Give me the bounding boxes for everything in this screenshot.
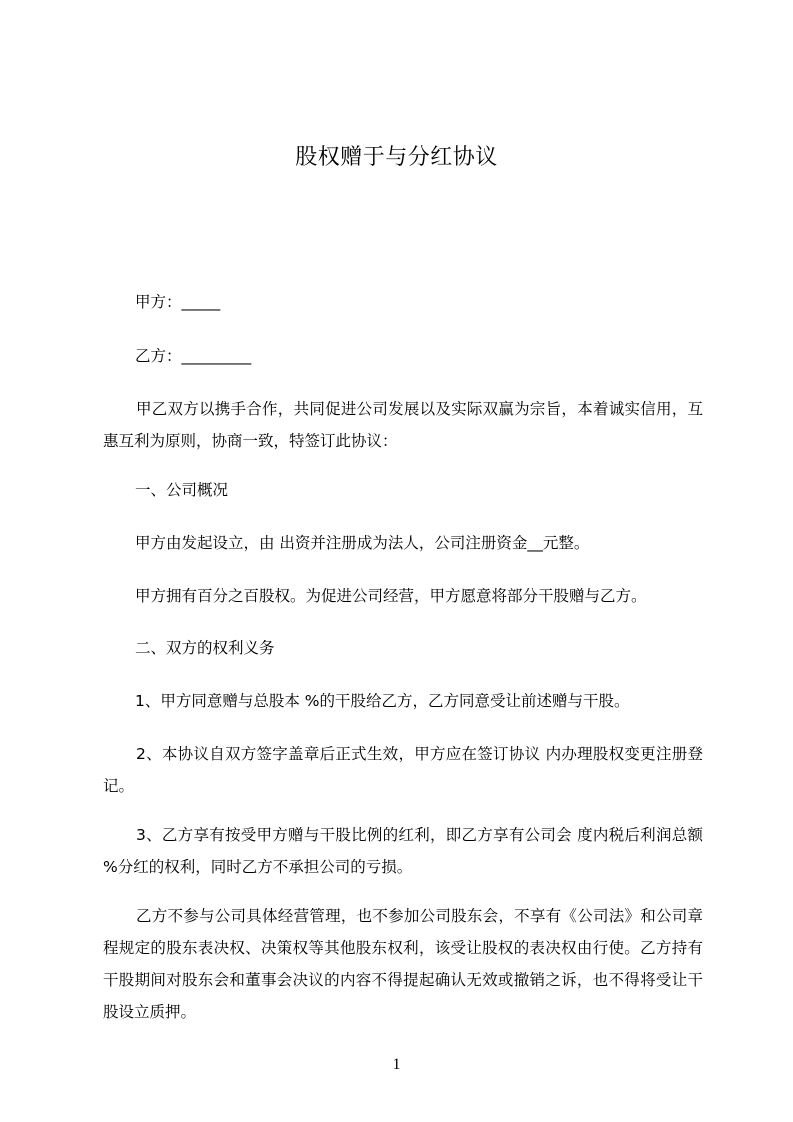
intro-paragraph: 甲乙双方以携手合作，共同促进公司发展以及实际双赢为宗旨，本着诚实信用，互惠互利为原则，协商一致，特签订此协议： [103,400,703,450]
section-1-paragraph-2: 甲方拥有百分之百股权。为促进公司经营，甲方愿意将部分干股赠与乙方。 [135,587,647,605]
section-1-heading: 一、公司概况 [135,481,229,499]
clause-3: 3、乙方享有按受甲方赠与干股比例的红利，即乙方享有公司会 度内税后利润总额 %分红的权利，同时乙方不承担公司的亏损。 [103,826,703,876]
clause-1: 1、甲方同意赠与总股本 %的干股给乙方，乙方同意受让前述赠与干股。 [135,692,630,710]
section-2-heading: 二、双方的权利义务 [135,639,275,657]
page-number: 1 [392,1056,401,1073]
section-1-paragraph-1: 甲方由发起设立，由 出资并注册成为法人，公司注册资金__元整。 [135,534,590,552]
party-a-line: 甲方：_____ [135,293,221,311]
document-title: 股权赠于与分红协议 [295,145,498,170]
clause-2: 2、本协议自双方签字盖章后正式生效，甲方应在签订协议 内办理股权变更注册登记。 [103,745,703,795]
party-b-line: 乙方：_________ [135,347,252,365]
clause-4: 乙方不参与公司具体经营管理，也不参加公司股东会，不享有《公司法》和公司章程规定的股东表决权、决策权等其他股东权利，该受让股权的表决权由行使。乙方持有干股期间对股东会和董事会决议的内容不得提起确认无效或撤销之诉，也不得将受让干股设立质押。 [103,907,703,1021]
